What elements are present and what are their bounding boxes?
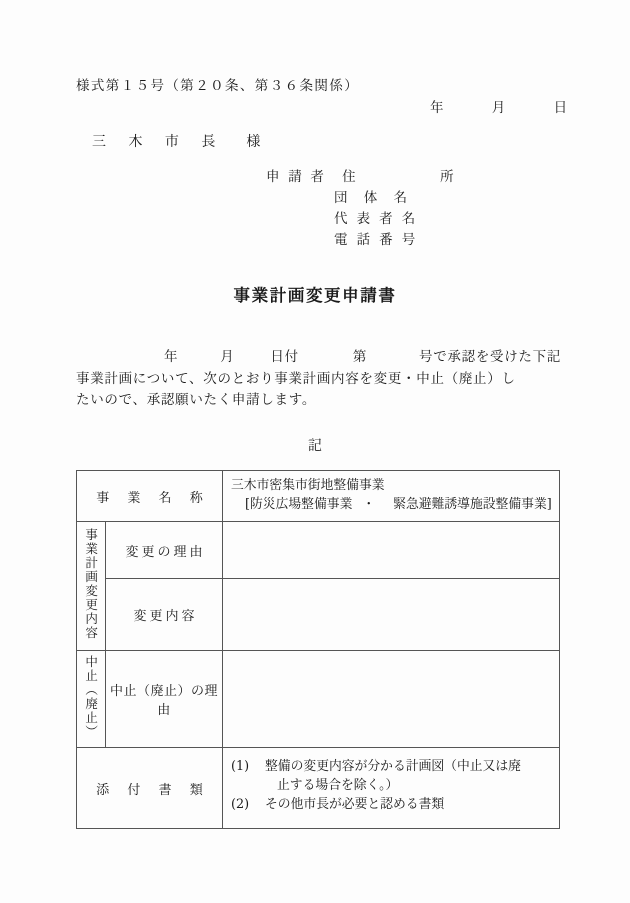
attachment-value-cell	[223, 748, 560, 829]
change-content-label-cell	[106, 579, 223, 651]
change-reason-value-cell[interactable]	[223, 522, 560, 579]
table-row-change-reason	[77, 522, 560, 579]
body-line-2: 事業計画について、次のとおり事業計画内容を変更・中止（廃止）し	[76, 370, 516, 387]
attachment-item-1-continuation: 止する場合を除く。）	[277, 778, 399, 793]
body-paragraph	[76, 347, 560, 412]
project-name-line-1: 三木市密集市街地整備事業	[231, 478, 385, 493]
table-row-attachments	[77, 748, 560, 829]
ki-marker: 記	[308, 438, 322, 454]
application-table	[76, 470, 560, 829]
applicant-lead-label: 申 請 者	[266, 169, 327, 185]
change-reason-label: 変更の理由	[125, 544, 206, 560]
body-year-label: 年	[164, 349, 179, 365]
body-month-label: 月	[220, 349, 235, 365]
project-name-label-cell	[77, 471, 223, 522]
project-subtype-b: 緊急避難誘導施設整備事業]	[393, 497, 552, 512]
addressee-name: 三 木 市 長	[92, 134, 225, 150]
table-row-stop-reason	[77, 651, 560, 748]
project-name-value-cell	[223, 471, 560, 522]
body-dai-label: 第	[352, 349, 368, 365]
change-content-value-cell[interactable]	[223, 579, 560, 651]
applicant-org-row	[266, 188, 465, 209]
applicant-field-address: 住 所	[342, 169, 465, 185]
change-group-label: 事業計画変更内容	[83, 528, 99, 640]
applicant-phone-row	[266, 230, 465, 251]
project-name-label: 事 業 名 称	[96, 490, 210, 506]
addressee-line	[92, 131, 260, 151]
attachment-item-2-number: (2)	[231, 797, 250, 812]
attachment-item-2-text: その他市長が必要と認める書類	[265, 797, 445, 812]
document-title: 事業計画変更申請書	[233, 286, 397, 305]
table-row-change-content	[77, 579, 560, 651]
body-line-3: たいので、承認願いたく申請します。	[76, 392, 317, 408]
applicant-field-representative: 代 表 者 名	[334, 211, 418, 227]
stop-group-label: 中止（廃止）	[83, 655, 99, 739]
date-month-label: 月	[491, 100, 506, 116]
change-content-label: 変更内容	[133, 609, 198, 624]
stop-reason-label-cell	[106, 651, 223, 748]
addressee-honorific: 様	[246, 134, 261, 150]
change-reason-label-cell	[106, 522, 223, 579]
project-subtype-separator: ・	[362, 497, 376, 512]
applicant-address-row	[266, 167, 465, 188]
applicant-field-phone: 電 話 番 号	[334, 232, 418, 248]
applicant-field-organization: 団 体 名	[334, 190, 414, 206]
project-name-line-2	[231, 495, 559, 514]
attachment-item-1-number: (1)	[231, 759, 250, 774]
stop-reason-label: 中止（廃止）の理由	[109, 684, 218, 718]
change-group-label-cell	[77, 522, 106, 651]
stop-group-label-cell	[77, 651, 106, 748]
attachment-label: 添 付 書 類	[96, 782, 210, 798]
date-year-label: 年	[430, 100, 444, 116]
body-line-1	[76, 347, 560, 369]
applicant-block	[266, 167, 465, 251]
body-line1-tail: 号で承認を受けた下記	[419, 349, 562, 365]
attachment-item-1-text: 整備の変更内容が分かる計画図（中止又は廃	[265, 759, 521, 774]
project-subtype-a: [防災広場整備事業	[245, 497, 353, 512]
date-day-label: 日	[553, 100, 568, 116]
attachment-label-cell	[77, 748, 223, 829]
attachment-item-1	[231, 757, 559, 776]
form-number: 様式第１５号（第２０条、第３６条関係）	[76, 78, 360, 94]
header-date-line	[430, 96, 567, 116]
table-row-project-name	[77, 471, 560, 522]
stop-reason-value-cell[interactable]	[223, 651, 560, 748]
applicant-rep-row	[266, 209, 465, 230]
attachment-list	[231, 753, 559, 814]
attachment-item-2	[231, 795, 559, 814]
body-dayof-label: 日付	[270, 349, 299, 365]
